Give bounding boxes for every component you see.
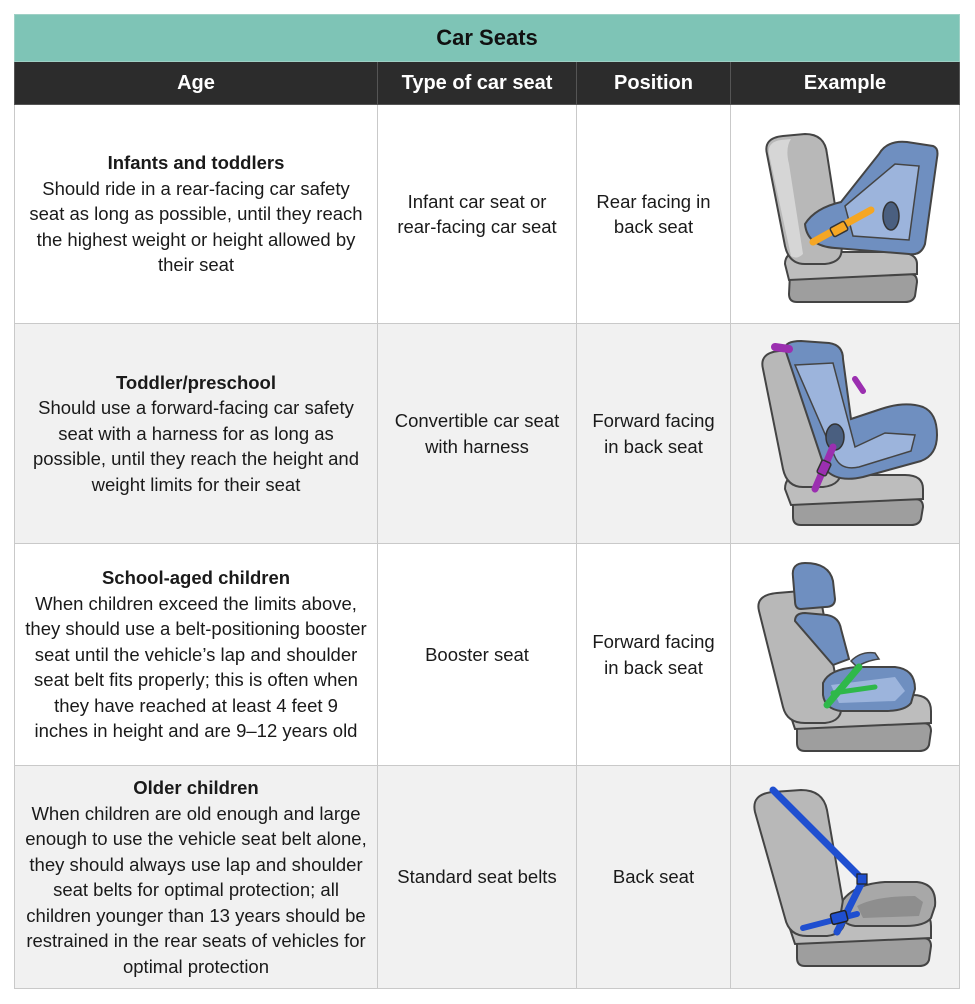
rear-facing-seat-icon [745, 124, 945, 304]
type-cell: Booster seat [378, 544, 577, 766]
booster-seat-icon [745, 555, 945, 755]
age-description: When children exceed the limits above, they should use a belt-positioning booster seat until the vehicle’s lap and shoulder seat belt fits properly; this is often when they have reached at least 4 feet 9 inches in height and are 9–12 years old [25, 592, 367, 742]
position-cell: Forward facing in back seat [577, 544, 731, 766]
table-title: Car Seats [15, 15, 960, 62]
position-cell: Back seat [577, 766, 731, 989]
example-cell [731, 324, 960, 544]
table-row [15, 766, 960, 989]
header-example: Example [731, 62, 960, 105]
convertible-seat-icon [745, 339, 945, 529]
table-row [15, 324, 960, 544]
example-cell [731, 766, 960, 989]
age-cell [15, 324, 378, 544]
table-row [15, 105, 960, 324]
age-title: Toddler/preschool [115, 371, 276, 393]
age-cell [15, 544, 378, 766]
position-cell: Rear facing in back seat [577, 105, 731, 324]
seat-belt-icon [745, 782, 945, 972]
table-row [15, 544, 960, 766]
car-seats-table [14, 14, 960, 989]
age-description: Should use a forward-facing car safety seat with a harness for as long as possible, until they reach the height and weight limits for their seat [32, 397, 360, 495]
header-age: Age [15, 62, 378, 105]
age-cell [15, 105, 378, 324]
header-position: Position [577, 62, 731, 105]
header-type: Type of car seat [378, 62, 577, 105]
position-cell: Forward facing in back seat [577, 324, 731, 544]
type-cell: Infant car seat or rear-facing car seat [378, 105, 577, 324]
age-description: When children are old enough and large enough to use the vehicle seat belt alone, they should always use lap and shoulder seat belts for optimal protection; all children younger than 13 years should be restrained in the rear seats of vehicles for optimal protection [25, 802, 367, 977]
example-cell [731, 544, 960, 766]
age-description: Should ride in a rear-facing car safety seat as long as possible, until they reach the highest weight or height allowed by their seat [29, 177, 363, 276]
header-row [15, 62, 960, 105]
type-cell: Convertible car seat with harness [378, 324, 577, 544]
age-cell [15, 766, 378, 989]
example-cell [731, 105, 960, 324]
age-title: Infants and toddlers [107, 152, 285, 174]
age-title: School-aged children [101, 567, 291, 589]
age-title: Older children [133, 777, 259, 798]
type-cell: Standard seat belts [378, 766, 577, 989]
